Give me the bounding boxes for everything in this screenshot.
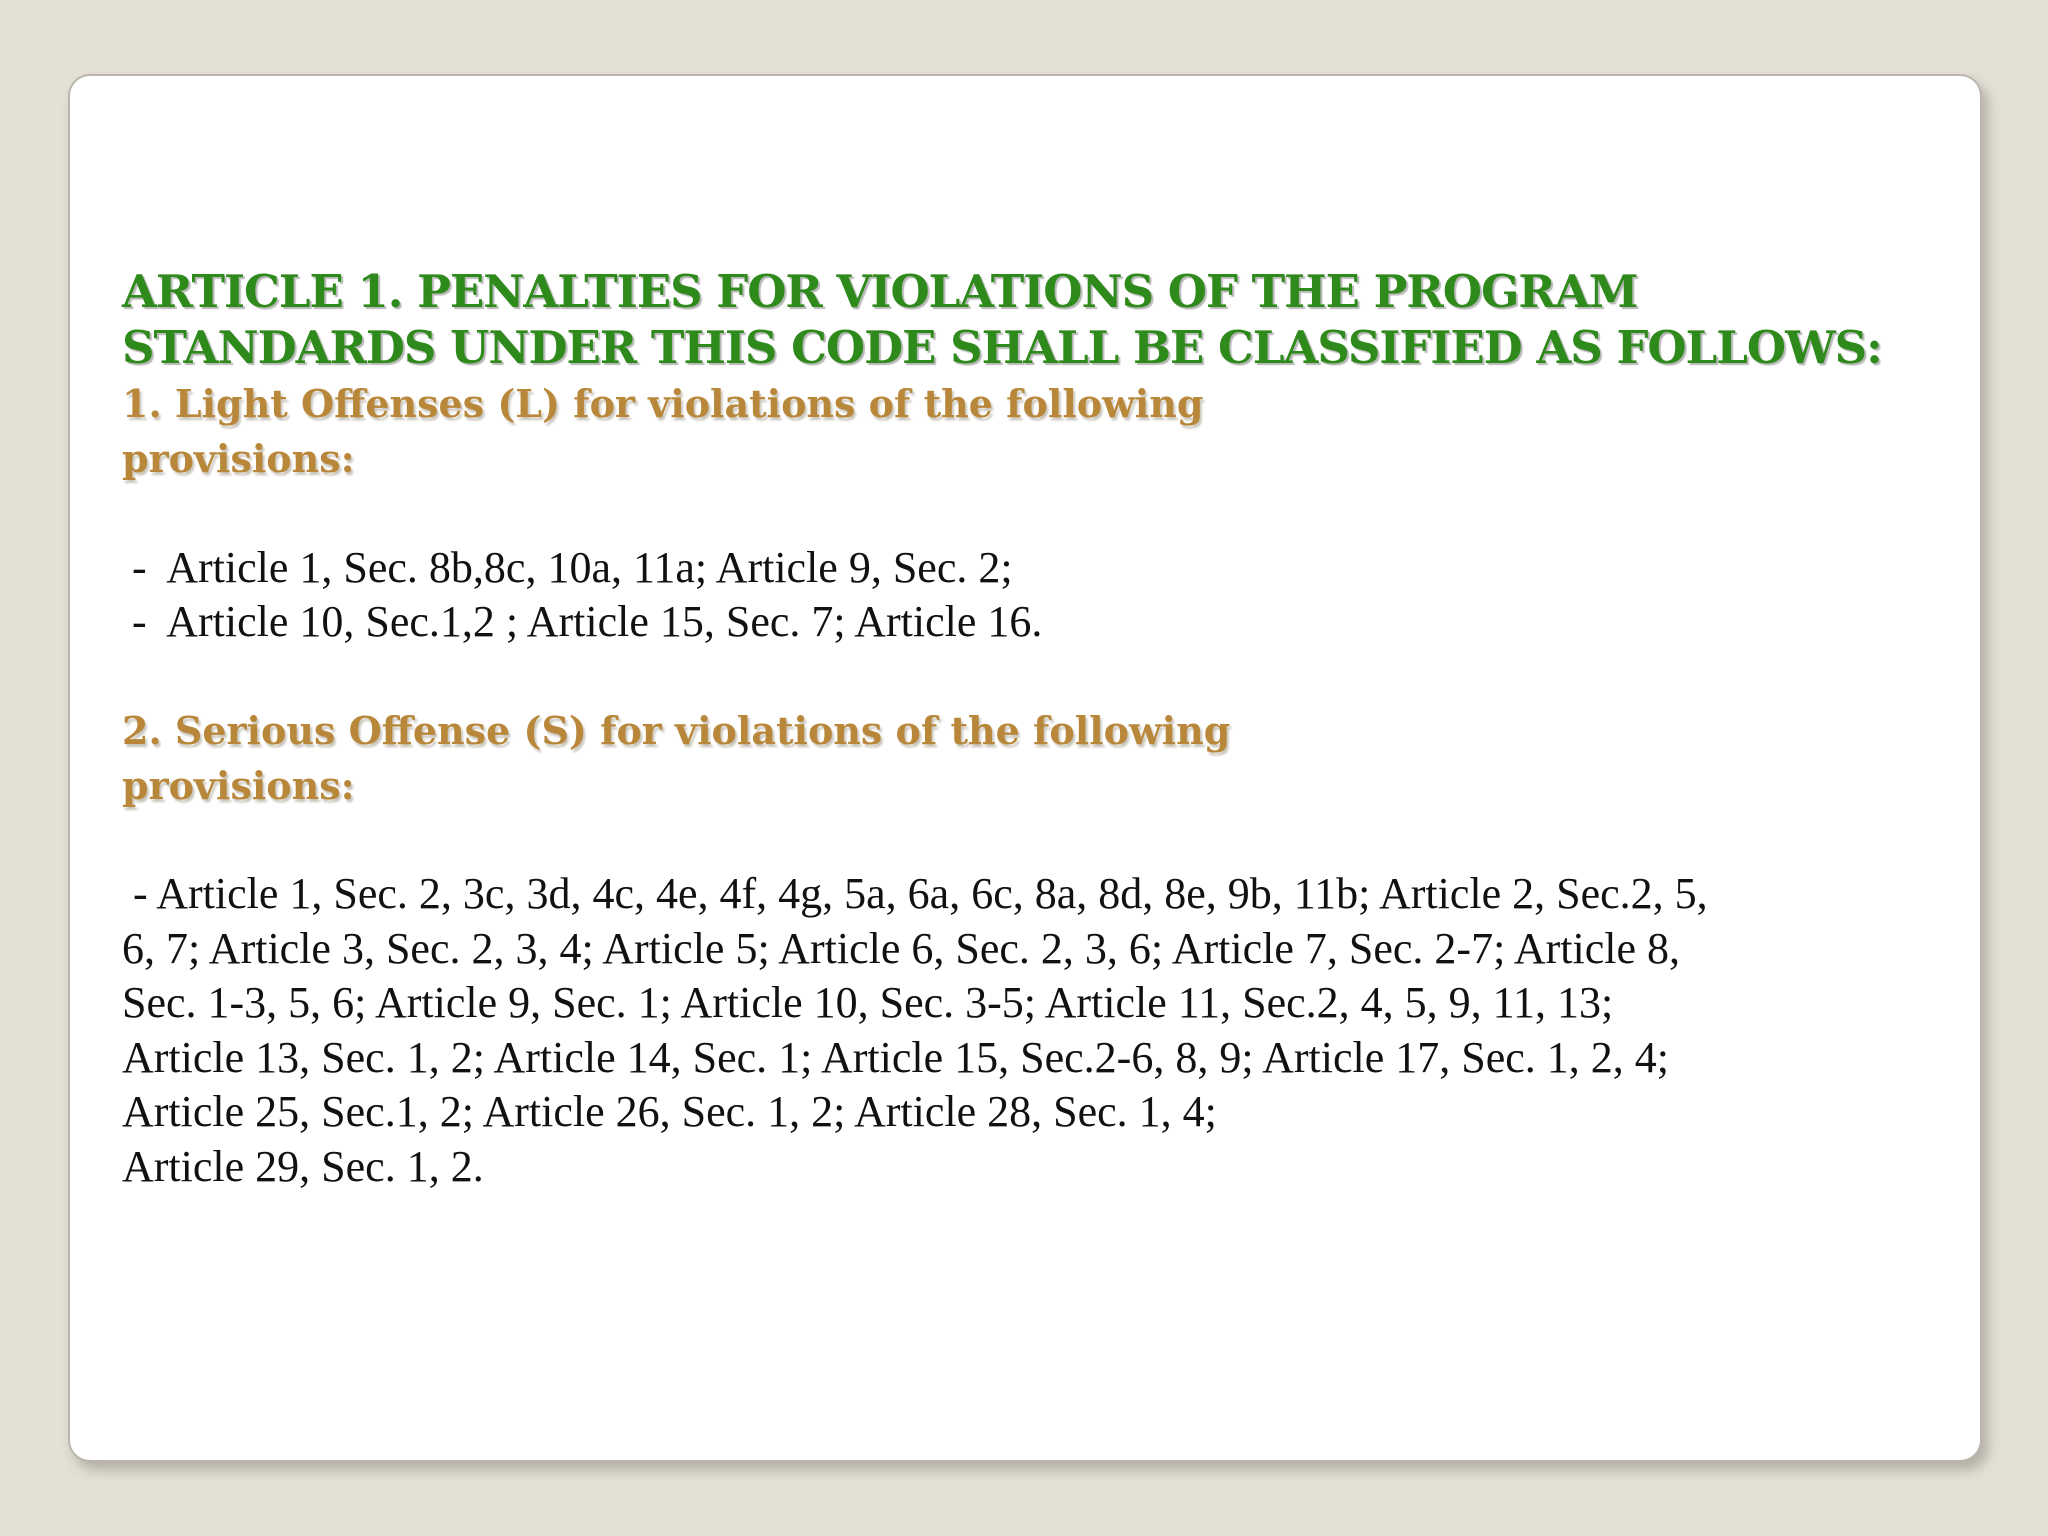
heading-line: STANDARDS UNDER THIS CODE SHALL BE CLASSIFIED AS FOLLOWS:	[122, 321, 1882, 374]
light-title-line: 1. Light Offenses (L) for violations of the following	[122, 381, 1204, 426]
list-item: - Article 1, Sec. 8b,8c, 10a, 11a; Article 9, Sec. 2;	[132, 543, 1013, 592]
serious-offense-title	[122, 703, 1402, 813]
serious-title-line: provisions:	[122, 763, 355, 808]
light-offenses-title	[122, 376, 1402, 486]
body-line: - Article 1, Sec. 2, 3c, 3d, 4c, 4e, 4f, 4g, 5a, 6a, 6c, 8a, 8d, 8e, 9b, 11b; Article 2, Sec.2, 5,	[122, 869, 1708, 918]
light-title-line: provisions:	[122, 436, 355, 481]
body-line: Article 13, Sec. 1, 2; Article 14, Sec. 1; Article 15, Sec.2-6, 8, 9; Article 17, Sec. 1, 2, 4;	[122, 1032, 1670, 1082]
serious-offense-body	[122, 867, 1882, 1194]
serious-title-line: 2. Serious Offense (S) for violations of the following	[122, 708, 1231, 753]
light-offenses-list	[122, 541, 1882, 649]
body-line: Article 25, Sec.1, 2; Article 26, Sec. 1, 2; Article 28, Sec. 1, 4;	[122, 1087, 1217, 1136]
heading-line: ARTICLE 1. PENALTIES FOR VIOLATIONS OF THE PROGRAM	[122, 265, 1638, 318]
body-line: 6, 7; Article 3, Sec. 2, 3, 4; Article 5; Article 6, Sec. 2, 3, 6; Article 7, Sec. 2-7; Article 8,	[122, 923, 1681, 973]
slide-content	[122, 264, 1882, 1194]
article-heading	[122, 264, 1882, 376]
body-line: Article 29, Sec. 1, 2.	[122, 1141, 484, 1191]
list-item: - Article 10, Sec.1,2 ; Article 15, Sec. 7; Article 16.	[132, 597, 1043, 646]
body-line: Sec. 1-3, 5, 6; Article 9, Sec. 1; Article 10, Sec. 3-5; Article 11, Sec.2, 4, 5, 9, 11, 13;	[122, 978, 1614, 1027]
